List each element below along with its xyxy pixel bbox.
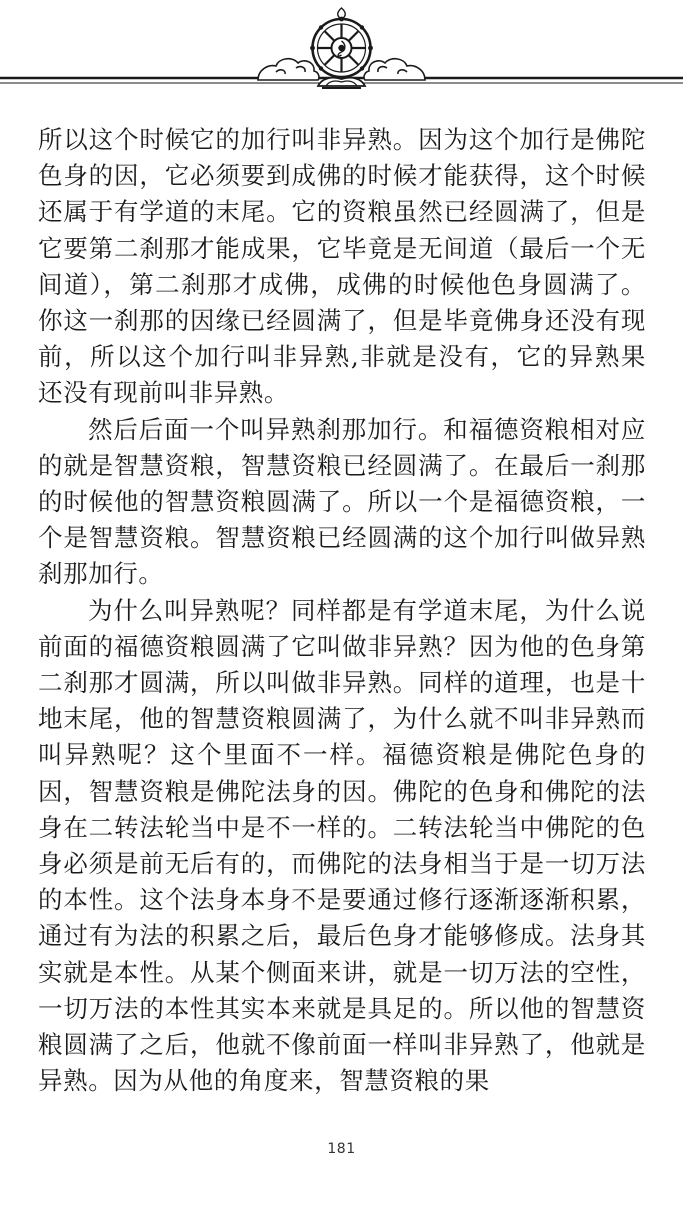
page-number: 181 (327, 1141, 356, 1157)
paragraph: 为什么叫异熟呢？同样都是有学道末尾，为什么说前面的福德资粮圆满了它叫做非异熟？因为他的色身第二刹那才圆满，所以叫做非异熟。同样的道理，也是十地末尾，他的智慧资粮圆满了，为什么就不叫非异熟而叫异熟呢？这个里面不一样。福德资粮是佛陀色身的因，智慧资粮是佛陀法身的因。佛陀的色身和佛陀的法身在二转法轮当中是不一样的。二转法轮当中佛陀的色身必须是前无后有的，而佛陀的法身相当于是一切万法的本性。这个法身本身不是要通过修行逐渐逐渐积累，通过有为法的积累之后，最后色身才能够修成。法身其实就是本性。从某个侧面来讲，就是一切万法的空性，一切万法的本性其实本来就是具足的。所以他的智慧资粮圆满了之后，他就不像前面一样叫非异熟了，他就是异熟。因为从他的角度来，智慧资粮的果 (38, 595, 646, 1096)
main-text-body (38, 122, 646, 1099)
paragraph: 所以这个时候它的加行叫非异熟。因为这个加行是佛陀色身的因，它必须要到成佛的时候才能获得，这个时候还属于有学道的末尾。它的资粮虽然已经圆满了，但是它要第二刹那才能成果，它毕竟是无间道（最后一个无间道），第二刹那才成佛，成佛的时候他色身圆满了。你这一刹那的因缘已经圆满了，但是毕竟佛身还没有现前，所以这个加行叫非异熟,非就是没有，它的异熟果还没有现前叫非异熟。 (38, 125, 646, 408)
cloud-scroll-left-icon (258, 59, 319, 80)
cloud-scroll-right-icon (364, 59, 425, 80)
paragraph: 然后后面一个叫异熟刹那加行。和福德资粮相对应的就是智慧资粮，智慧资粮已经圆满了。在最后一刹那的时候他的智慧资粮圆满了。所以一个是福德资粮，一个是智慧资粮。智慧资粮已经圆满的这个加行叫做异熟刹那加行。 (38, 414, 646, 589)
page-header-ornament (0, 0, 683, 115)
